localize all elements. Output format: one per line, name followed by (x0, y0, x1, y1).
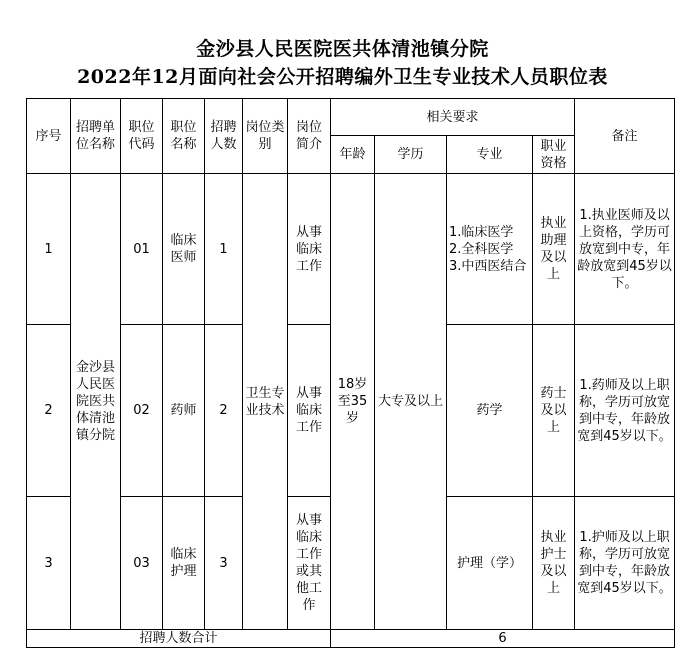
row-intro: 从事临床工作或其他工作 (288, 497, 331, 630)
unit-name-cell: 金沙县人民医院医共体清池镇分院 (71, 174, 121, 630)
row-remark: 1.药师及以上职称，学历可放宽到中专，年龄放宽到45岁以下。 (575, 325, 675, 497)
row-seq: 2 (27, 325, 71, 497)
row-count: 3 (205, 497, 243, 630)
header-name: 职位名称 (163, 99, 205, 174)
header-major: 专业 (447, 136, 533, 174)
row-seq: 1 (27, 174, 71, 325)
header-code: 职位代码 (121, 99, 163, 174)
row-intro: 从事临床工作 (288, 325, 331, 497)
row-qualification: 药士及以上 (533, 325, 575, 497)
row-code: 03 (121, 497, 163, 630)
header-qualification: 职业资格 (533, 136, 575, 174)
header-education: 学历 (375, 136, 447, 174)
total-row (27, 630, 675, 648)
header-seq: 序号 (27, 99, 71, 174)
row-position-name: 临床医师 (163, 174, 205, 325)
row-code: 02 (121, 325, 163, 497)
row-major-list (447, 174, 533, 325)
category-cell: 卫生专业技术 (243, 174, 288, 630)
row-major: 药学 (447, 325, 533, 497)
row-qualification: 执业助理及以上 (533, 174, 575, 325)
education-cell: 大专及以上 (375, 174, 447, 630)
row-intro: 从事临床工作 (288, 174, 331, 325)
header-requirements: 相关要求 (331, 99, 575, 136)
row-code: 01 (121, 174, 163, 325)
header-intro: 岗位简介 (288, 99, 331, 174)
header-count: 招聘人数 (205, 99, 243, 174)
age-cell: 18岁至35岁 (331, 174, 375, 630)
document-title-line1: 金沙县人民医院医共体清池镇分院 (196, 38, 489, 60)
row-qualification: 执业护士及以上 (533, 497, 575, 630)
row-position-name: 药师 (163, 325, 205, 497)
major-item: 1.临床医学 (449, 224, 514, 240)
header-age: 年龄 (331, 136, 375, 174)
row-remark: 1.护师及以上职称，学历可放宽到中专，年龄放宽到45岁以下。 (575, 497, 675, 630)
positions-table (26, 98, 675, 648)
major-item: 3.中西医结合 (449, 258, 527, 274)
total-value: 6 (331, 630, 675, 648)
header-unit: 招聘单位名称 (71, 99, 121, 174)
row-seq: 3 (27, 497, 71, 630)
row-count: 1 (205, 174, 243, 325)
document-title-line2: 2022年12月面向社会公开招聘编外卫生专业技术人员职位表 (77, 66, 608, 88)
header-category: 岗位类别 (243, 99, 288, 174)
header-remark: 备注 (575, 99, 675, 174)
row-count: 2 (205, 325, 243, 497)
row-major: 护理（学） (447, 497, 533, 630)
table-row (27, 174, 675, 325)
total-label: 招聘人数合计 (27, 630, 331, 648)
major-item: 2.全科医学 (449, 241, 514, 257)
row-position-name: 临床护理 (163, 497, 205, 630)
row-remark: 1.执业医师及以上资格，学历可放宽到中专，年龄放宽到45岁以下。 (575, 174, 675, 325)
